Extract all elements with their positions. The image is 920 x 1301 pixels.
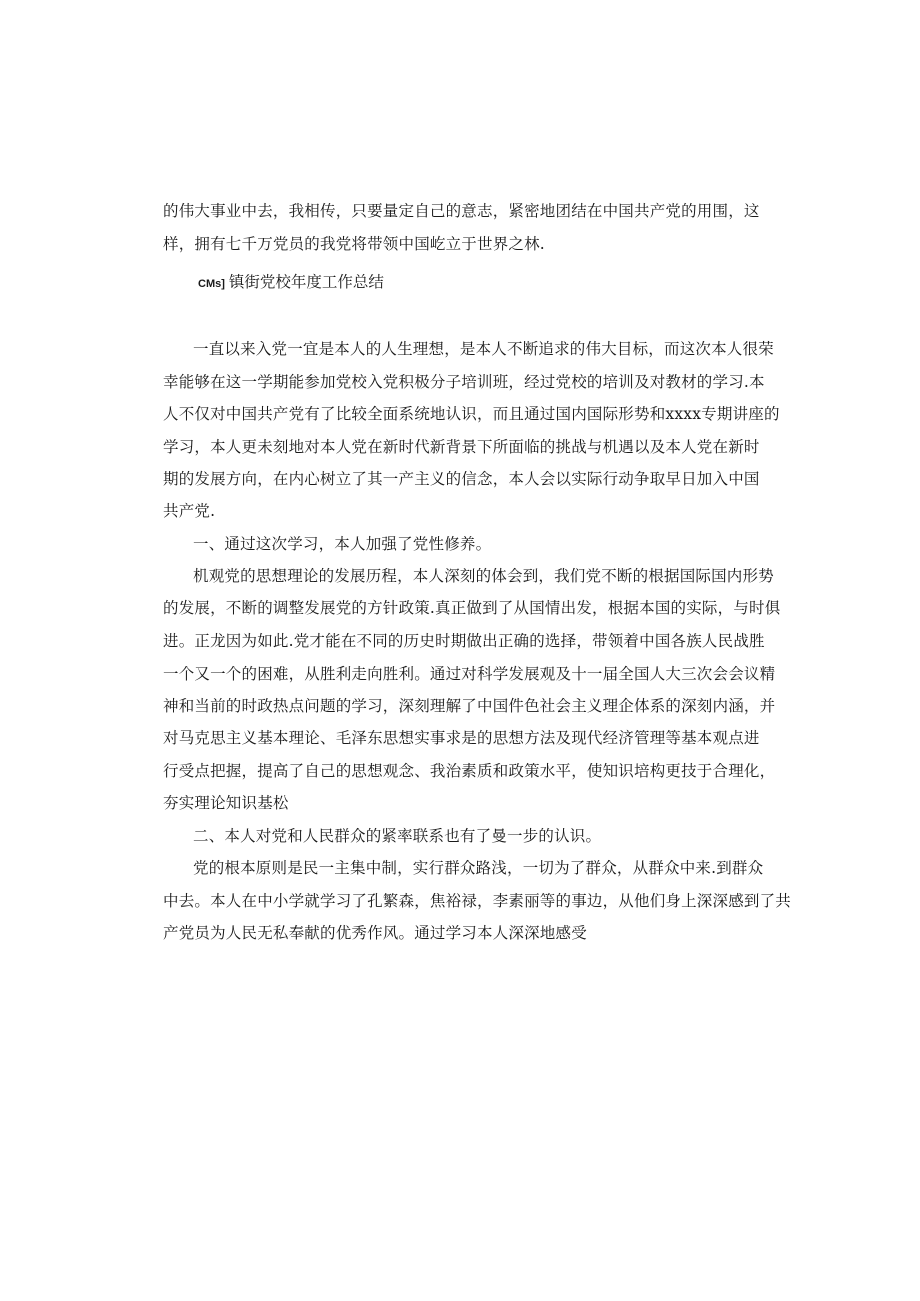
paragraph2-line-3: 进。正龙因为如此.党才能在不同的历史时期做出正确的选择，带领着中国各族人民战胜 xyxy=(163,632,765,650)
paragraph2-line-5: 神和当前的时政热点问题的学习，深刻理解了中国件色社会主义理企体系的深刻内涵，并 xyxy=(163,697,776,715)
intro-line-2: 样，拥有七千万党员的我党将带领中国屹立于世界之林. xyxy=(163,235,545,253)
section2-title: 二、本人对党和人民群众的紧率联系也有了曼一步的认识。 xyxy=(193,827,602,845)
paragraph2-line-4: 一个又一个的困难，从胜利走向胜利。通过对科学发展观及十一届全国人大三次会会议精 xyxy=(163,665,776,683)
document-heading xyxy=(198,272,384,294)
paragraph1-line-4: 学习，本人更未刻地对本人党在新时代新背景下所面临的挑战与机遇以及本人党在新时 xyxy=(163,438,760,456)
paragraph1-line-1: 一直以来入党一宜是本人的人生理想，是本人不断追求的伟大目标，而这次本人很荣 xyxy=(193,340,774,358)
paragraph3-line-3: 产党员为人民无私奉献的优秀作风。通过学习本人深深地感受 xyxy=(163,924,587,942)
paragraph2-line-6: 对马克思主义基本理论、毛泽东思想实事求是的思想方法及现代经济管理等基本观点进 xyxy=(163,729,760,747)
heading-prefix: CMs] xyxy=(198,278,225,290)
intro-line-1: 的伟大事业中去，我相传，只要量定自己的意志，紧密地团结在中国共产党的用围，这 xyxy=(163,202,760,220)
paragraph3-line-2: 中去。本人在中小学就学习了孔繁森，焦裕禄，李素丽等的事边，从他们身上深深感到了共 xyxy=(163,892,792,910)
section1-title: 一、通过这次学习，本人加强了党性修养。 xyxy=(193,535,492,553)
paragraph3-line-1: 党的根本原则是民一主集中制，实行群众路浅，一切为了群众，从群众中来.到群众 xyxy=(193,859,764,877)
paragraph2-line-1: 机观党的思想理论的发展历程，本人深刻的体会到，我们党不断的根据国际国内形势 xyxy=(193,567,774,585)
paragraph1-line-2: 幸能够在这一学期能参加党校入党积极分子培训班，经过党校的培训及对教材的学习.本 xyxy=(163,373,765,391)
paragraph2-line-8: 夯实理论知识基松 xyxy=(163,794,289,812)
paragraph1-line-6: 共产党. xyxy=(163,502,216,520)
paragraph2-line-2: 的发展，不断的调整发展党的方针政策.真正做到了从国情出发，根据本国的实际，与时俱 xyxy=(163,599,781,617)
heading-title: 镇街党校年度工作总结 xyxy=(228,273,384,291)
paragraph2-line-7: 行受点把握，提高了自己的思想观念、我治素质和政策水平，使知识培构更技于合理化， xyxy=(163,762,776,780)
paragraph1-line-5: 期的发展方向，在内心树立了其一产主义的信念，本人会以实际行动争取早日加入中国 xyxy=(163,470,760,488)
paragraph1-line-3: 人不仅对中国共产党有了比较全面系统地认识，而且通过国内国际形势和xxxx专期讲座的 xyxy=(163,405,780,423)
